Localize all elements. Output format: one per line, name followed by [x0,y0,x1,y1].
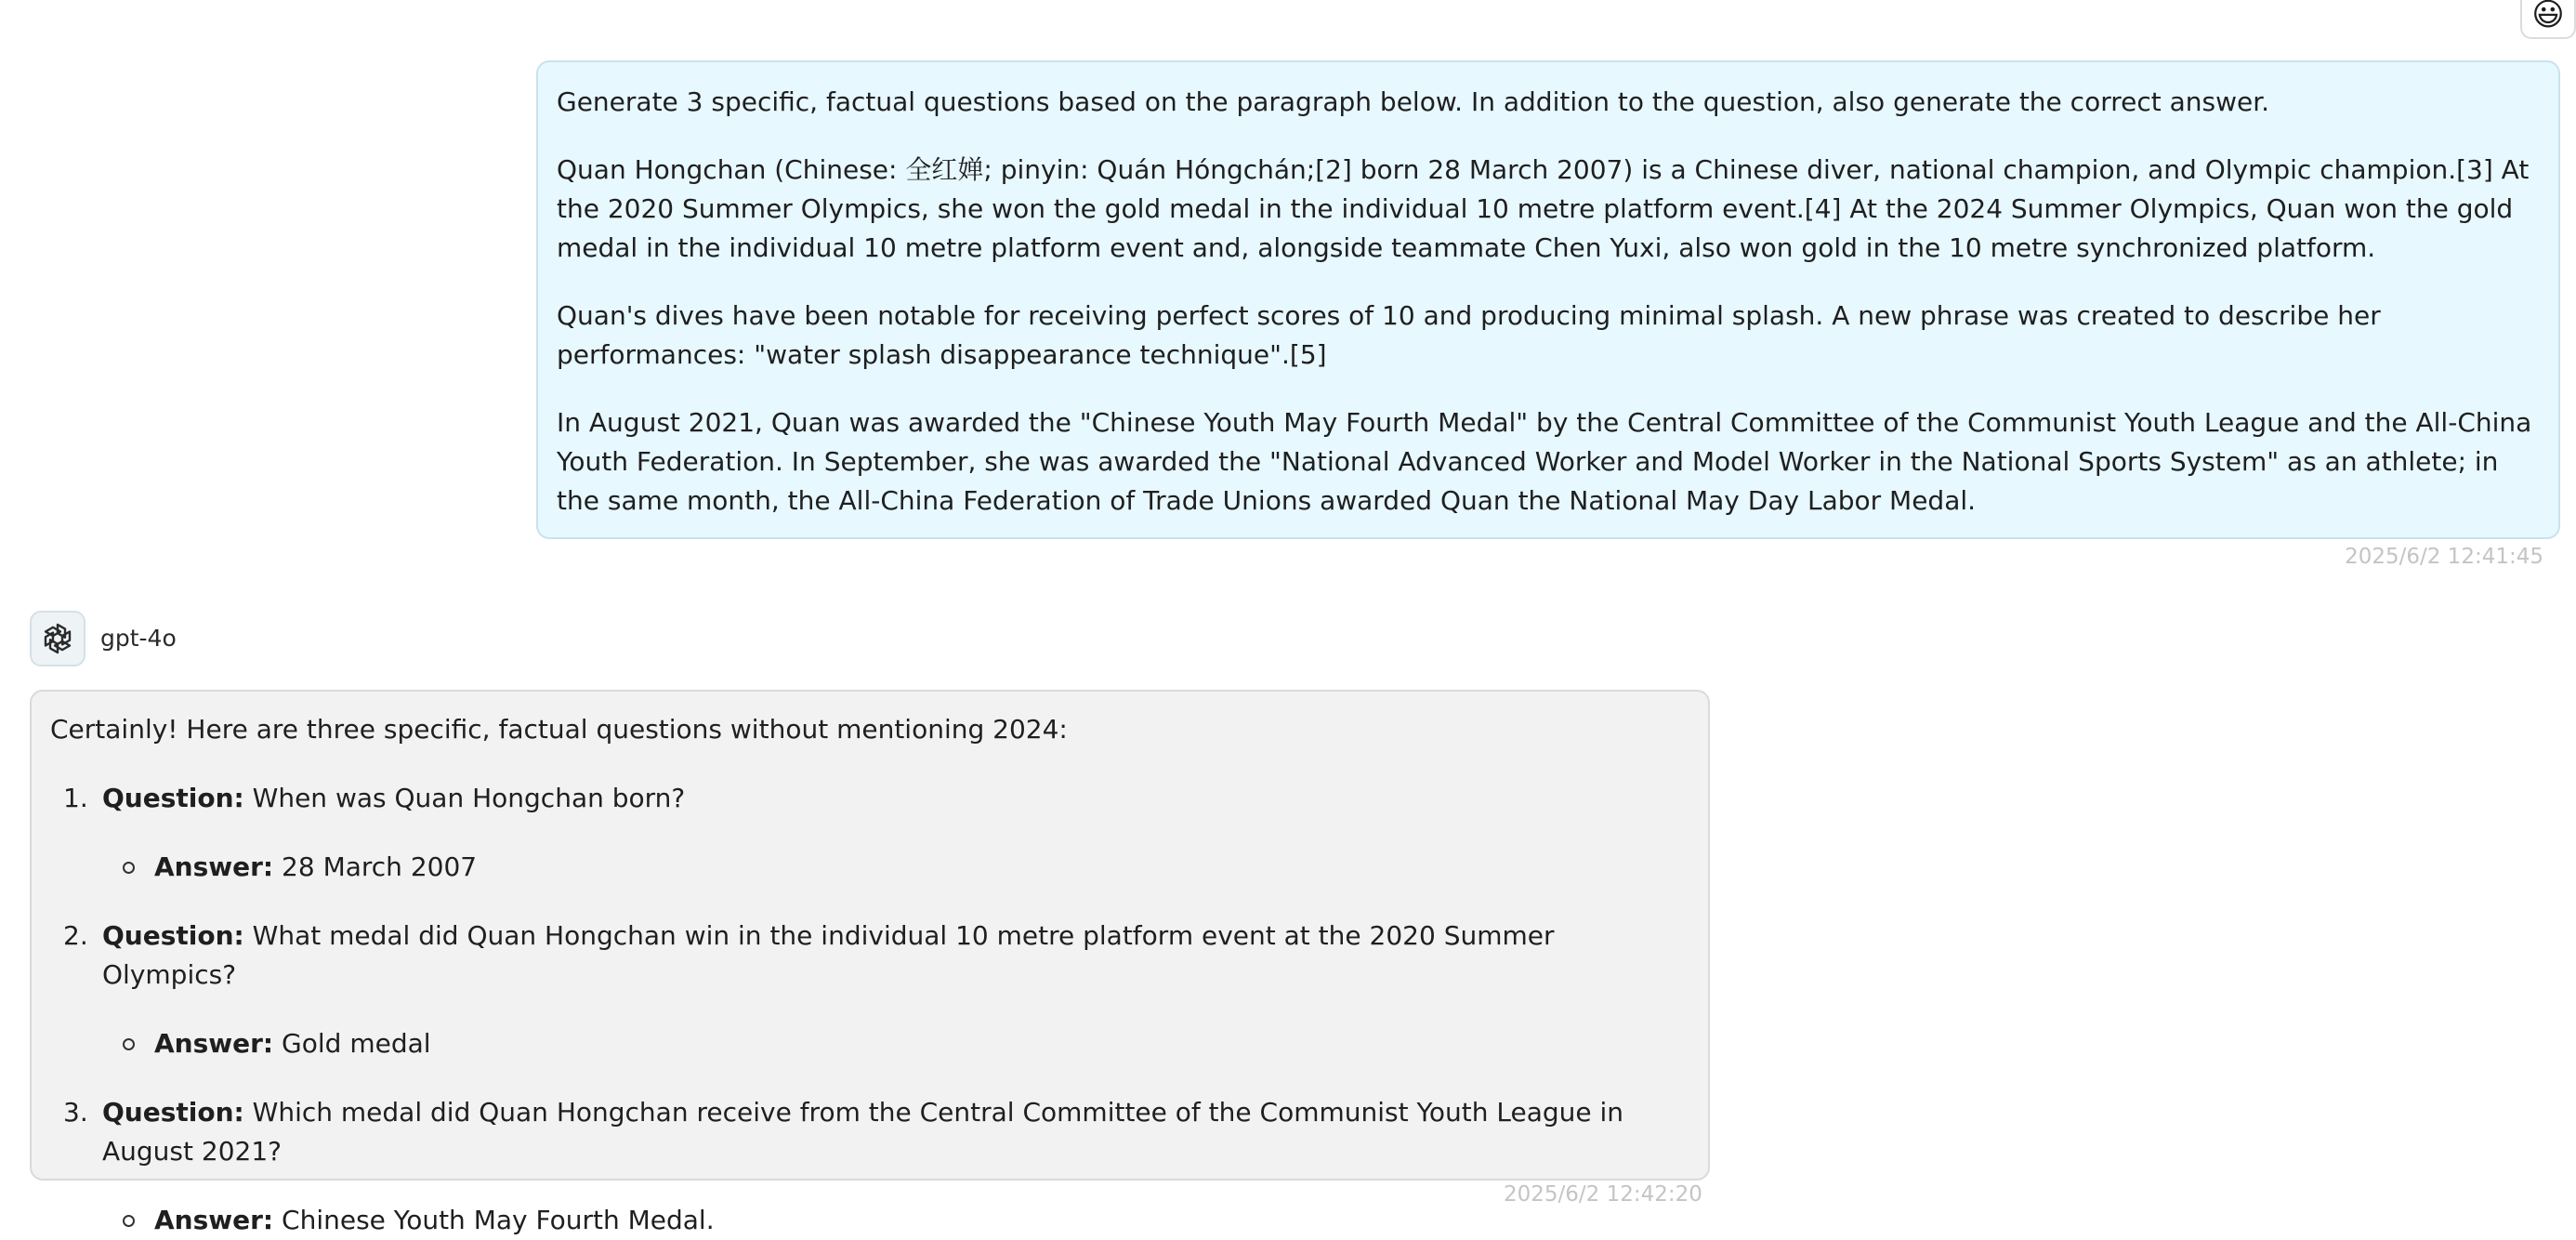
hollow-bullet-icon [123,1215,135,1227]
answer-text: 28 March 2007 [273,851,478,882]
answer-label: Answer: [154,851,274,882]
bot-intro-text: Certainly! Here are three specific, factual questions without mentioning 2024: [50,714,1068,745]
question-line [102,917,1689,995]
list-item-number: 3. [63,1097,88,1128]
question-line [102,779,1689,818]
bot-model-name: gpt-4o [100,625,177,652]
answer-line [102,1024,1689,1063]
answer-line [102,1201,1689,1240]
list-item-number: 1. [63,783,88,813]
answer-label: Answer: [154,1205,274,1235]
list-item [50,779,1689,887]
list-item-number: 2. [63,920,88,951]
question-label: Question: [102,783,244,813]
hollow-bullet-icon [123,862,135,874]
user-message-paragraph: Quan Hongchan (Chinese: 全红婵; pinyin: Quán Hóngchán;[2] born 28 March 2007) is a Chinese diver, national champion, and Olympic champion.[3] At the 2020 Summer Olympics, she won the gold medal in the individual 10 metre platform event.[4] At the 2024 Summer Olympics, Quan won the gold medal in the individual 10 metre platform event and, alongside teammate Chen Yuxi, also won gold in the 10 metre synchronized platform. [557,154,2530,263]
answer-text: Gold medal [273,1028,431,1059]
smiley-emoji-icon: 😃 [2531,0,2565,33]
list-item [50,1093,1689,1240]
user-message-paragraph: Generate 3 specific, factual questions based on the paragraph below. In addition to the question, also generate the correct answer. [557,86,2270,117]
answer-text: Chinese Youth May Fourth Medal. [273,1205,715,1235]
bot-message-timestamp: 2025/6/2 12:42:20 [1504,1182,1702,1207]
qa-list [50,779,1689,1240]
user-avatar[interactable] [2520,0,2576,39]
question-label: Question: [102,1097,244,1128]
question-text: What medal did Quan Hongchan win in the individual 10 metre platform event at the 2020 Summer Olympics? [102,920,1555,990]
list-item [50,917,1689,1063]
question-text: Which medal did Quan Hongchan receive from the Central Committee of the Communist Youth League in August 2021? [102,1097,1624,1167]
openai-logo-icon [38,619,77,658]
question-line [102,1093,1689,1171]
bot-avatar[interactable] [30,611,85,666]
user-message-bubble [536,60,2560,539]
user-message-timestamp: 2025/6/2 12:41:45 [2345,545,2543,569]
hollow-bullet-icon [123,1038,135,1050]
answer-line [102,848,1689,887]
question-label: Question: [102,920,244,951]
user-message-paragraph: In August 2021, Quan was awarded the "Chinese Youth May Fourth Medal" by the Central Committee of the Communist Youth League and the All-China Youth Federation. In September, she was awarded the "National Advanced Worker and Model Worker in the National Sports System" as an athlete; in the same month, the All-China Federation of Trade Unions awarded Quan the National May Day Labor Medal. [557,407,2532,516]
question-text: When was Quan Hongchan born? [243,783,686,813]
answer-label: Answer: [154,1028,274,1059]
user-message-paragraph: Quan's dives have been notable for receiving perfect scores of 10 and producing minimal splash. A new phrase was created to describe her performances: "water splash disappearance technique".[5] [557,300,2381,370]
